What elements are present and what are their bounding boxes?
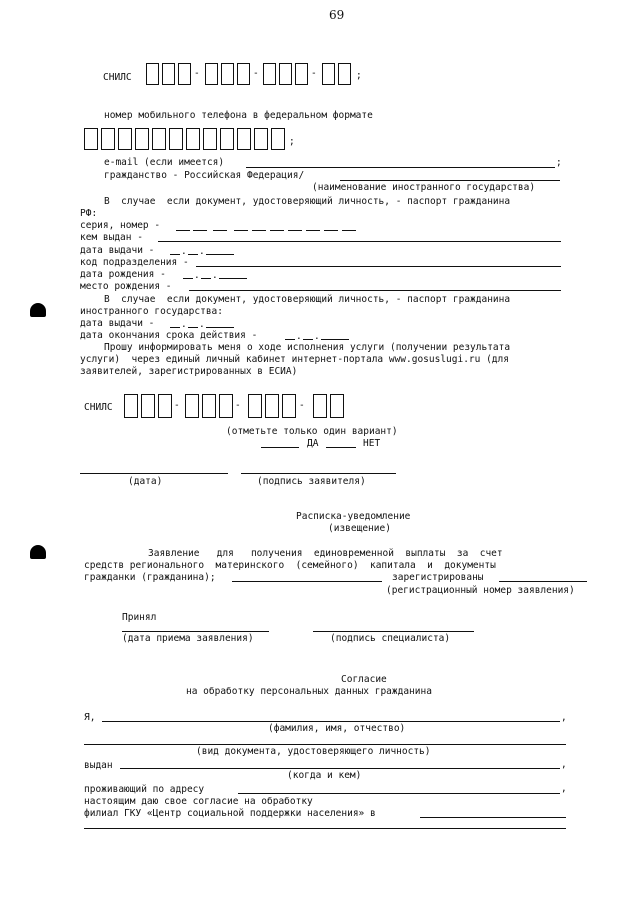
phone-label: номер мобильного телефона в федеральном формате: [104, 110, 373, 121]
punct: ;: [356, 70, 362, 81]
when-whom-caption: (когда и кем): [287, 770, 362, 781]
no-option-field[interactable]: [326, 447, 356, 448]
inform-text-3: заявителей, зарегистрированных в ЕСИА): [80, 366, 298, 377]
branch-text: филиал ГКУ «Центр социальной поддержки населения» в: [84, 808, 376, 819]
hole-punch-mark: [30, 545, 46, 559]
full-name-field[interactable]: [102, 721, 560, 722]
snils-label: СНИЛС: [84, 402, 113, 413]
consent-text: настоящим даю свое согласие на обработку: [84, 796, 313, 807]
yes-option-field[interactable]: [261, 447, 299, 448]
citizenship-label: гражданство - Российская Федерация/: [104, 170, 305, 181]
email-label: e-mail (если имеется): [104, 157, 225, 168]
issued-by-label: кем выдан -: [80, 232, 143, 243]
rf-passport-text-2: РФ:: [80, 208, 98, 219]
branch-field[interactable]: [420, 817, 566, 818]
page-number: 69: [329, 8, 345, 22]
inform-text: Прошу информировать меня о ходе исполнения услуги (получении результата: [104, 342, 511, 353]
accepted-label: Принял: [122, 612, 157, 623]
punct: ,: [561, 783, 567, 794]
issued-by-field[interactable]: [158, 241, 561, 242]
rf-passport-text: В случае если документ, удостоверяющий личность, - паспорт гражданина: [104, 196, 511, 207]
consent-subtitle: на обработку персональных данных гражданина: [186, 686, 432, 697]
punct: ,: [561, 712, 567, 723]
division-code-label: код подразделения -: [80, 257, 189, 268]
applicant-name-field[interactable]: [232, 581, 382, 582]
receipt-title: Расписка-уведомление: [296, 511, 411, 522]
address-field[interactable]: [238, 793, 560, 794]
receipt-text-3: гражданки (гражданина);: [84, 572, 216, 583]
consent-title: Согласие: [341, 674, 387, 685]
date-field[interactable]: [80, 473, 228, 474]
foreign-state-field[interactable]: [340, 180, 560, 181]
fp-expiry-label: дата окончания срока действия -: [80, 330, 258, 341]
full-name-caption: (фамилия, имя, отчество): [268, 723, 406, 734]
applicant-signature-caption: (подпись заявителя): [257, 476, 366, 487]
snils-label: СНИЛС: [103, 72, 132, 83]
punct: ,: [561, 759, 567, 770]
yes-label: ДА: [307, 438, 319, 449]
email-field[interactable]: [246, 167, 555, 168]
acceptance-date-caption: (дата приема заявления): [122, 633, 254, 644]
residing-label: проживающий по адресу: [84, 784, 205, 795]
choose-one-hint: (отметьте только один вариант): [226, 426, 398, 437]
i-label: Я,: [84, 712, 96, 723]
specialist-signature-field[interactable]: [313, 631, 474, 632]
fp-issue-date-label: дата выдачи -: [80, 318, 155, 329]
birth-place-label: место рождения -: [80, 281, 172, 292]
receipt-text: Заявление для получения единовременной выплаты за счет: [148, 548, 503, 559]
registered-label: зарегистрированы: [392, 572, 484, 583]
date-caption: (дата): [128, 476, 163, 487]
issued-label: выдан: [84, 760, 113, 771]
receipt-text-2: средств регионального материнского (семейного) капитала и документы: [84, 560, 496, 571]
inform-text-2: услуги) через единый личный кабинет интернет-портала www.gosuslugi.ru (для: [80, 354, 509, 365]
id-doc-caption: (вид документа, удостоверяющего личность): [196, 746, 431, 757]
foreign-passport-text: В случае если документ, удостоверяющий личность, - паспорт гражданина: [104, 294, 511, 305]
series-label: серия, номер -: [80, 220, 161, 231]
issue-date-label: дата выдачи -: [80, 245, 155, 256]
foreign-passport-text-2: иностранного государства:: [80, 306, 223, 317]
punct: ;: [289, 136, 295, 147]
specialist-signature-caption: (подпись специалиста): [330, 633, 451, 644]
birth-place-field[interactable]: [189, 290, 561, 291]
foreign-state-caption: (наименование иностранного государства): [312, 182, 536, 193]
reg-number-caption: (регистрационный номер заявления): [386, 585, 575, 596]
id-document-field[interactable]: [84, 744, 566, 745]
receipt-subtitle: (извещение): [328, 523, 391, 534]
acceptance-date-field[interactable]: [122, 631, 269, 632]
applicant-signature-field[interactable]: [241, 473, 396, 474]
punct: ;: [556, 157, 562, 168]
no-label: НЕТ: [363, 438, 381, 449]
birth-date-label: дата рождения -: [80, 269, 166, 280]
hole-punch-mark: [30, 303, 46, 317]
branch-field-continued[interactable]: [84, 828, 566, 829]
issued-field[interactable]: [120, 768, 560, 769]
division-code-field[interactable]: [196, 266, 561, 267]
reg-number-field[interactable]: [499, 581, 587, 582]
